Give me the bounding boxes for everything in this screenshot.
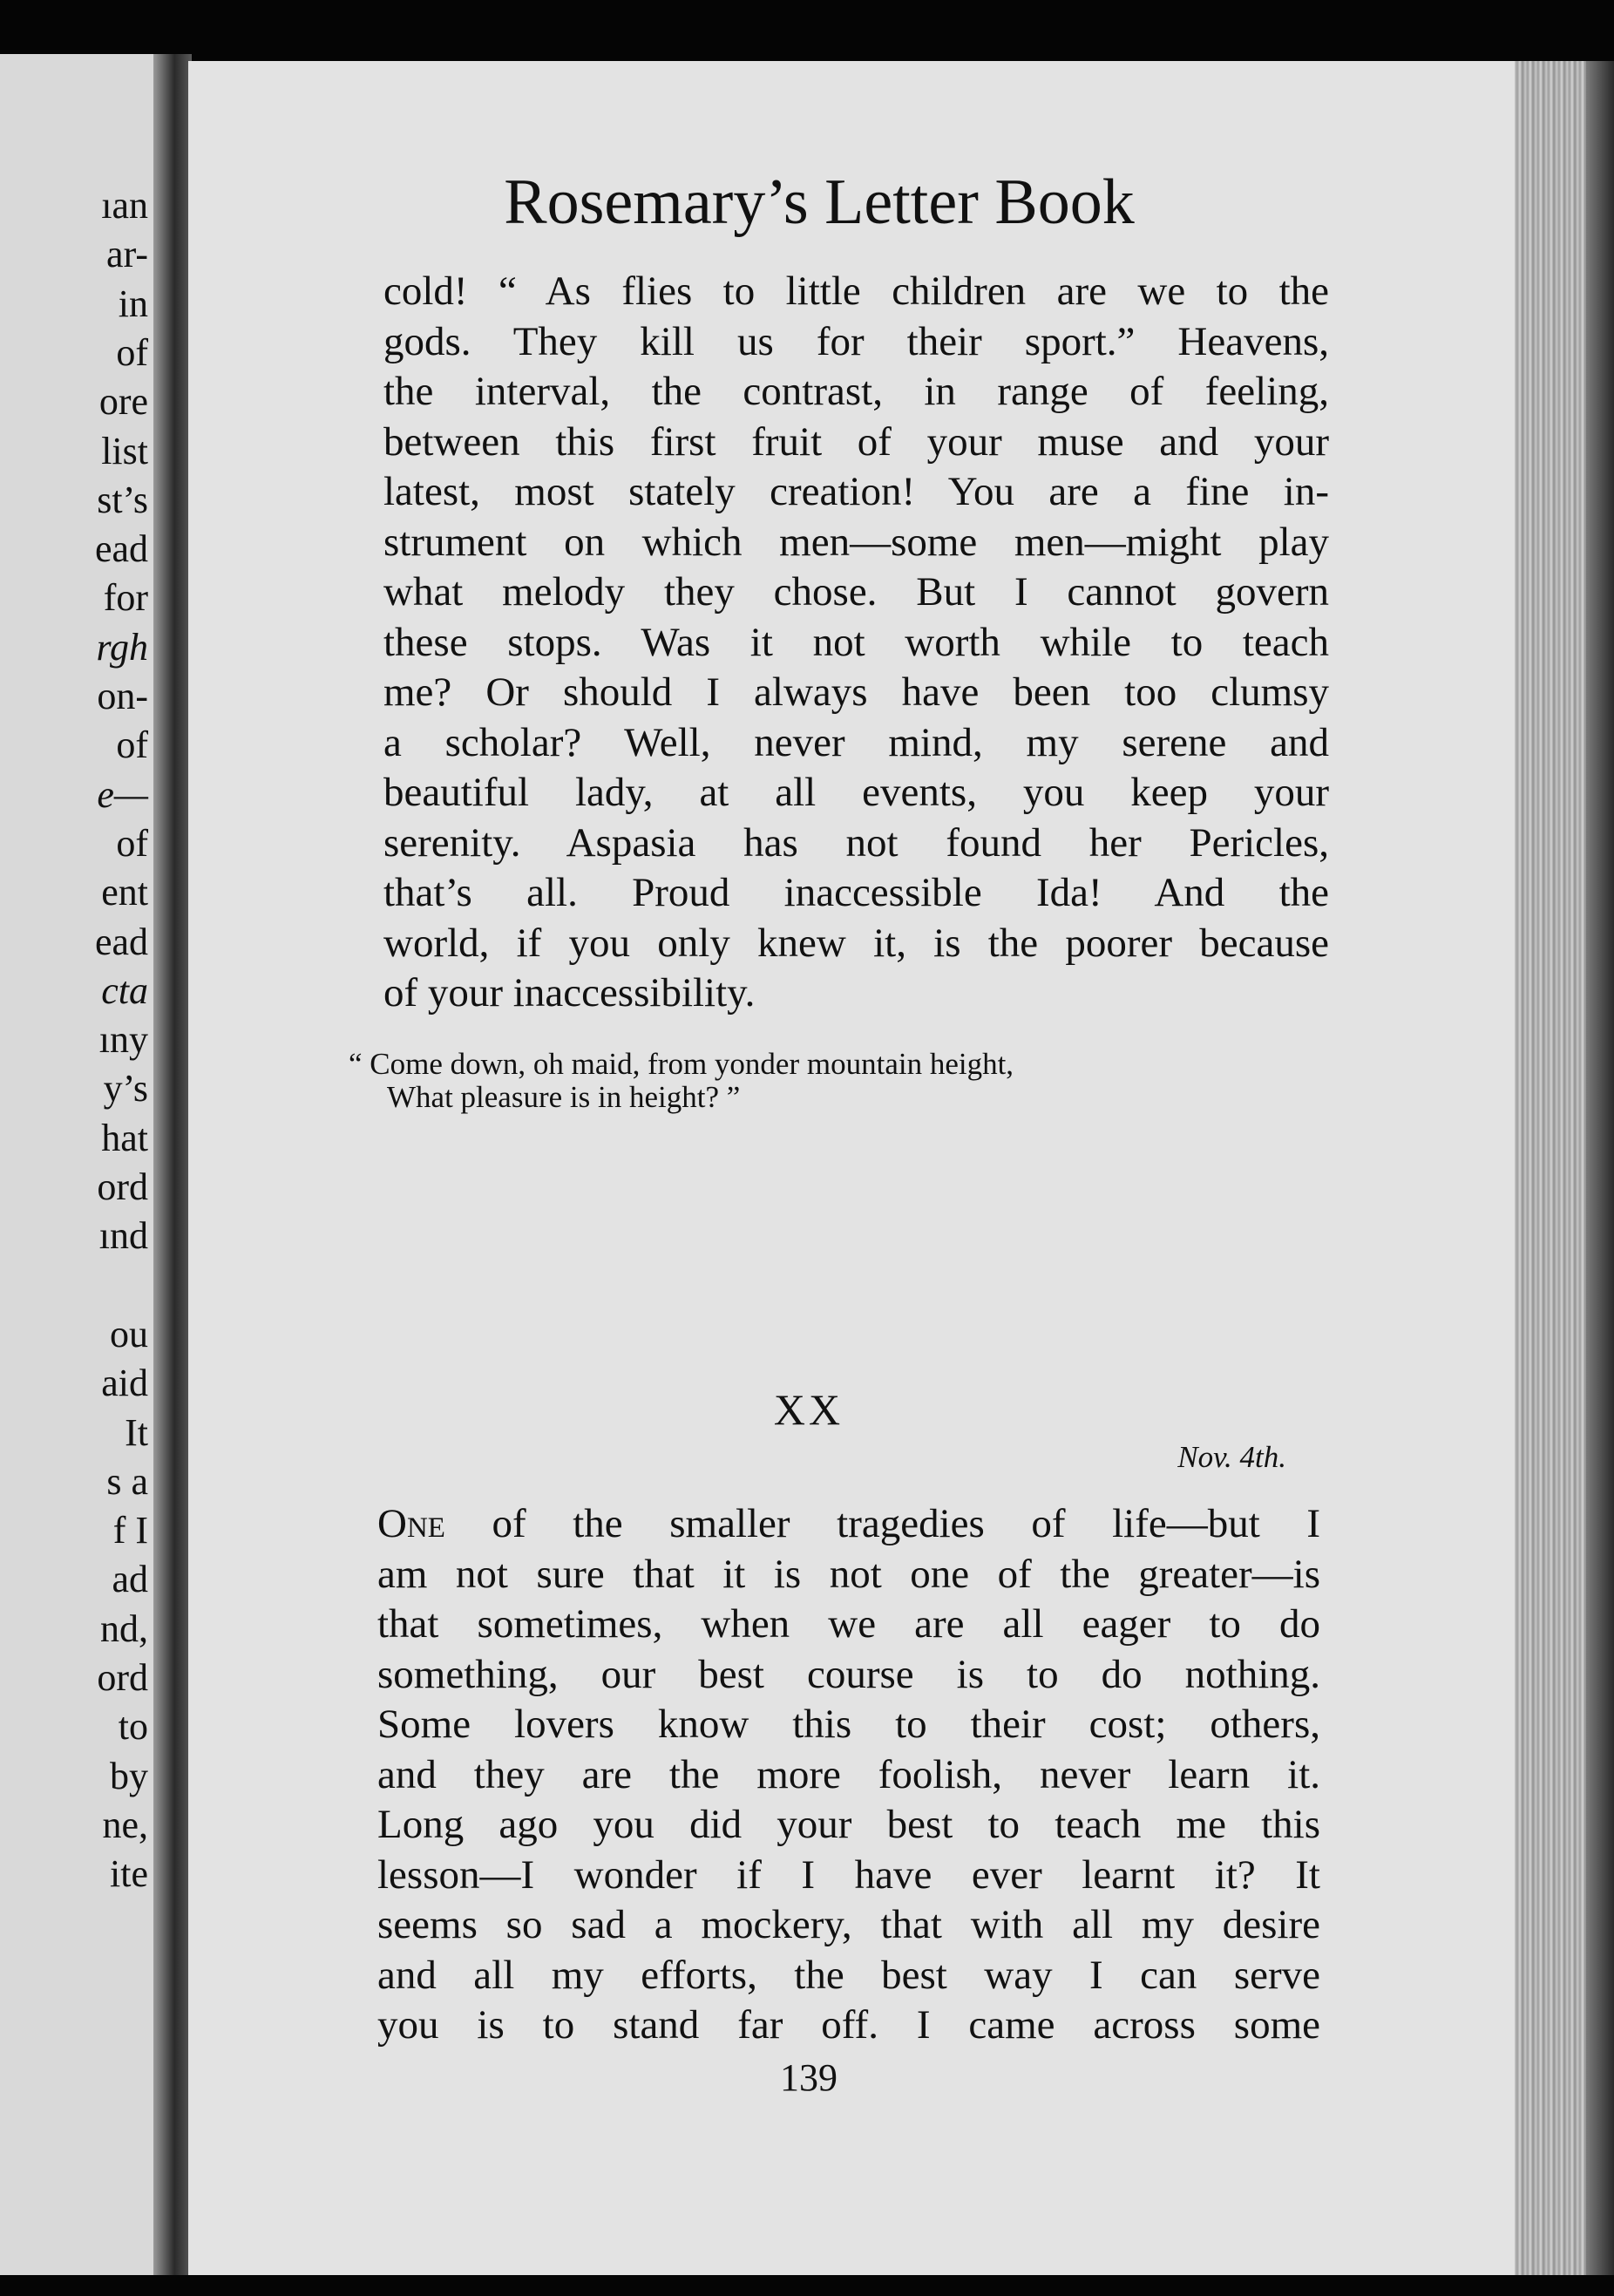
text-line: and all my efforts, the best way I can serve	[377, 1952, 1320, 1998]
verse-line: “ Come down, oh maid, from yonder mountain height,	[349, 1047, 1014, 1081]
facing-page-fragment: It	[125, 1410, 148, 1454]
text-line: me? Or should I always have been too clumsy	[383, 669, 1329, 715]
text-line: that sometimes, when we are all eager to do	[377, 1601, 1320, 1647]
paragraph-1	[383, 267, 1329, 1019]
facing-page-fragment: ead	[94, 920, 148, 963]
facing-page-fragment: hat	[101, 1116, 148, 1159]
book-gutter	[153, 54, 192, 2275]
facing-page-fragment: rgh	[96, 625, 148, 669]
facing-page-fragment: in	[118, 282, 148, 325]
chapter-number: XX	[773, 1385, 844, 1434]
facing-page-fragment: ent	[101, 871, 148, 914]
text-line: you is to stand far off. I came across some	[377, 2002, 1320, 2048]
text-line: that’s all. Proud inaccessible Ida! And the	[383, 870, 1329, 915]
facing-page-fragment: nd,	[100, 1607, 148, 1650]
lead-word: One	[377, 1501, 445, 1546]
text-line: a scholar? Well, never mind, my serene and	[383, 719, 1329, 765]
text-line: of your inaccessibility.	[383, 970, 756, 1016]
page-number: 139	[780, 2056, 838, 2099]
text-line: between this first fruit of your muse and your	[383, 418, 1329, 465]
facing-page-fragment: ar-	[106, 233, 148, 276]
text-line: cold! “ As flies to little children are we to the	[383, 268, 1329, 314]
text-line: latest, most stately creation! You are a fine in-	[383, 469, 1329, 514]
facing-page-fragment: s a	[106, 1459, 148, 1503]
running-head: Rosemary’s Letter Book	[504, 166, 1135, 238]
facing-page-fragment: of	[116, 330, 148, 374]
text-line: am not sure that it is not one of the greater—is	[377, 1551, 1320, 1597]
facing-page-fragment: ord	[97, 1165, 148, 1208]
facing-page-left	[0, 54, 171, 2275]
verse-quotation	[349, 1048, 1290, 1114]
text-line	[377, 1499, 1320, 1550]
facing-page-fragment: by	[110, 1754, 148, 1797]
facing-page-fragment: ınd	[98, 1214, 148, 1258]
facing-page-fragment: ite	[110, 1852, 148, 1896]
paragraph-2	[377, 1499, 1320, 2051]
text-line: these stops. Was it not worth while to teach	[383, 619, 1329, 665]
first-line-rest: of the smaller tragedies of life—but I	[444, 1501, 1320, 1546]
text-line: Some lovers know this to their cost; others,	[377, 1702, 1320, 1747]
text-line: and they are the more foolish, never learn it.	[377, 1751, 1320, 1797]
facing-page-fragment: ıan	[101, 184, 148, 227]
facing-page-fragment: ord	[97, 1656, 148, 1699]
facing-page-fragment: of	[116, 821, 148, 865]
facing-page-fragment: ou	[110, 1312, 148, 1355]
text-line: seems so sad a mockery, that with all my desire	[377, 1902, 1320, 1947]
facing-page-fragment: e—	[97, 772, 148, 816]
verse-line: What pleasure is in height? ”	[387, 1080, 741, 1114]
facing-page-fragment: st’s	[97, 478, 148, 521]
text-line: beautiful lady, at all events, you keep your	[383, 770, 1329, 815]
facing-page-fragment: ead	[94, 527, 148, 571]
facing-page-fragment: list	[101, 429, 148, 472]
text-line: Long ago you did your best to teach me this	[377, 1802, 1320, 1847]
text-line: lesson—I wonder if I have ever learnt it? It	[377, 1851, 1320, 1898]
text-line: world, if you only knew it, is the poorer because	[383, 920, 1329, 966]
facing-page-fragment: aid	[101, 1362, 148, 1405]
facing-page-fragment: on-	[97, 675, 148, 717]
text-line: the interval, the contrast, in range of feeling,	[383, 369, 1329, 414]
facing-page-fragment: f I	[112, 1509, 148, 1552]
facing-page-fragment: ore	[98, 380, 148, 424]
facing-page-text	[0, 54, 148, 2275]
facing-page-fragment: to	[118, 1705, 148, 1749]
facing-page-fragment: ıny	[98, 1018, 148, 1062]
text-line: something, our best course is to do nothing.	[377, 1651, 1320, 1697]
text-line: what melody they chose. But I cannot govern	[383, 569, 1329, 615]
facing-page-fragment: ne,	[102, 1803, 148, 1846]
text-line: strument on which men—some men—might play	[383, 519, 1329, 565]
facing-page-fragment: cta	[101, 968, 148, 1012]
facing-page-fragment: for	[103, 576, 148, 620]
facing-page-fragment: ad	[112, 1558, 148, 1601]
text-line: gods. They kill us for their sport.” Heavens,	[383, 318, 1329, 364]
letter-date: Nov. 4th.	[1177, 1440, 1286, 1474]
page-edge-shadow	[1586, 61, 1614, 2275]
text-line: serenity. Aspasia has not found her Pericles,	[383, 819, 1329, 866]
facing-page-fragment: of	[116, 723, 148, 767]
facing-page-fragment: y’s	[103, 1067, 148, 1111]
